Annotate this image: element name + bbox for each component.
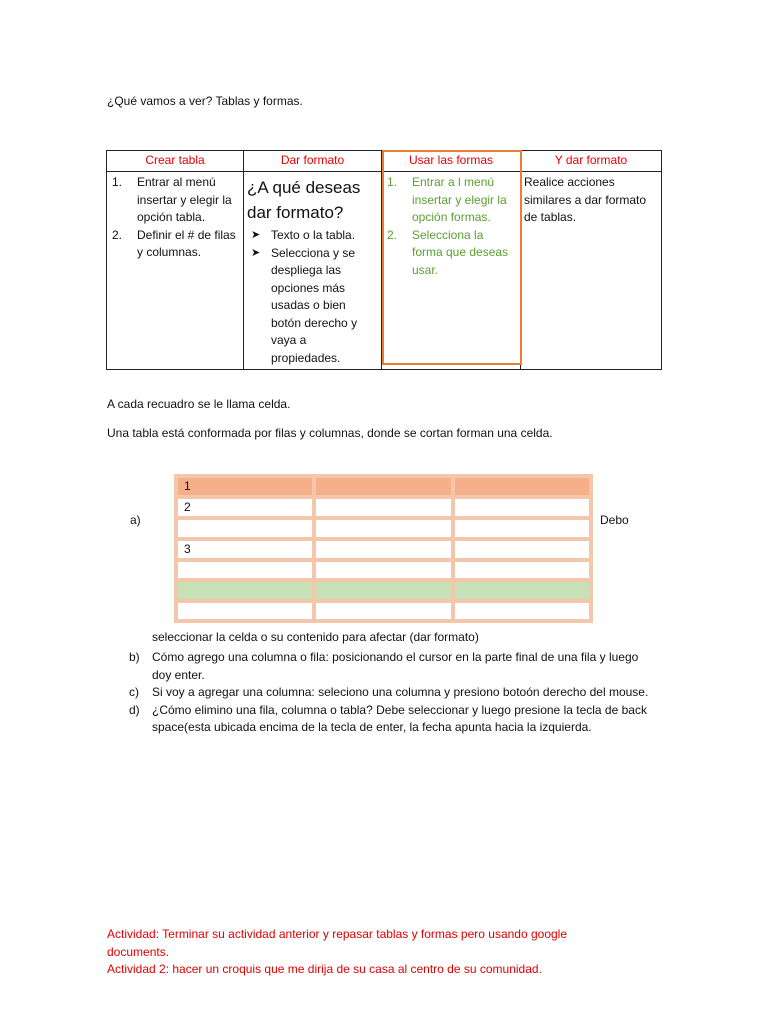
question-list [129, 649, 649, 737]
paragraph-tabla: Una tabla está conformada por filas y columnas, donde se cortan forman una celda. [107, 426, 553, 440]
list-item: d) ¿Cómo elimino una fila, columna o tabla? Debe seleccionar y luego presione la tecla de back space(esta ubicada encima de la tecla de enter, la fecha apunta hacia la izquierda. [129, 702, 647, 734]
table-row [176, 497, 591, 518]
shaded-grid-table [174, 474, 593, 623]
table-cell [453, 518, 591, 539]
table-cell [453, 476, 591, 497]
table-cell [453, 497, 591, 518]
list-item: 2. Definir el # de filas y columnas. [112, 227, 236, 259]
table-cell [314, 560, 452, 581]
table-cell [314, 518, 452, 539]
activity-2: Actividad 2: hacer un croquis que me dirija de su casa al centro de su comunidad. [107, 962, 542, 976]
table-cell [453, 539, 591, 560]
table-cell: 2 [176, 497, 314, 518]
table-row [176, 560, 591, 581]
table-cell [314, 580, 452, 601]
table-cell [453, 580, 591, 601]
activity-1: Actividad: Terminar su actividad anterior y repasar tablas y formas pero usando google documents. [107, 927, 568, 959]
list-item: c) Si voy a agregar una columna: seleciono una columna y presiono botoón derecho del mouse. [129, 685, 649, 699]
list-item: 2. Selecciona la forma que deseas usar. [387, 227, 509, 277]
list-item: 1. Entrar al menú insertar y elegir la opción tabla. [112, 175, 232, 224]
list-item: 1. Entrar a l menú insertar y elegir la opción formas. [387, 175, 507, 224]
arrow-bullet-icon: ➤ [251, 246, 261, 259]
activity-block [107, 926, 627, 979]
cell-y-dar-formato: Realice acciones similares a dar formato de tablas. [521, 172, 662, 370]
table-row [176, 518, 591, 539]
header-y-dar-formato: Y dar formato [521, 151, 662, 172]
table-cell: 1 [176, 476, 314, 497]
intro-text: ¿Qué vamos a ver? Tablas y formas. [107, 94, 303, 108]
list-item: ➤ Selecciona y se despliega las opciones más usadas o bien botón derecho y vaya a propiedades. [251, 245, 358, 365]
table-cell [176, 518, 314, 539]
table-row [176, 580, 591, 601]
table-cell [314, 539, 452, 560]
table-cell [314, 601, 452, 622]
table-cell: 3 [176, 539, 314, 560]
table-cell [176, 580, 314, 601]
table-row [176, 601, 591, 622]
cell-dar-formato [244, 172, 382, 370]
header-dar-formato: Dar formato [244, 151, 382, 172]
paragraph-celda: A cada recuadro se le llama celda. [107, 397, 291, 411]
table-row [176, 539, 591, 560]
label-debo: Debo [600, 513, 629, 527]
list-item: b) Cómo agrego una columna o fila: posicionando el cursor en la parte final de una fila y luego doy enter. [129, 650, 639, 682]
table-cell [314, 476, 452, 497]
table-cell [176, 560, 314, 581]
header-crear-tabla: Crear tabla [107, 151, 244, 172]
list-item: ➤ Texto o la tabla. [247, 227, 378, 245]
table-cell [176, 601, 314, 622]
label-a: a) [130, 513, 141, 527]
format-question: ¿A qué deseas dar formato? [247, 178, 361, 222]
header-usar-formas: Usar las formas [382, 151, 521, 172]
table-cell [453, 601, 591, 622]
table-cell [314, 497, 452, 518]
cell-usar-formas [382, 172, 521, 370]
table-row [176, 476, 591, 497]
select-text: seleccionar la celda o su contenido para afectar (dar formato) [152, 630, 479, 644]
cell-crear-tabla [107, 172, 244, 370]
summary-table [106, 150, 662, 370]
arrow-bullet-icon: ➤ [251, 229, 261, 241]
table-cell [453, 560, 591, 581]
